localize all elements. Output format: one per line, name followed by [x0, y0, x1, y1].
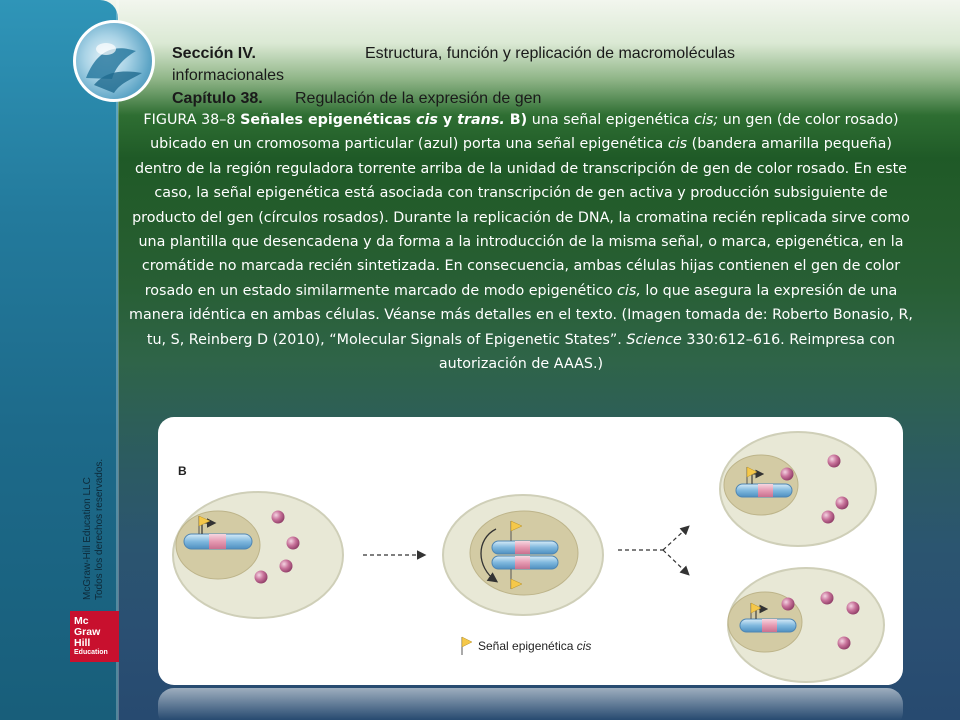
caption-text-5: 330:612–616. Reimpresa con autorización de AAAS.): [438, 331, 896, 373]
section-title: Estructura, función y replicación de macromoléculas: [365, 45, 735, 62]
section-title-continued: informacionales: [172, 67, 285, 84]
caption-bold-y: y: [437, 112, 458, 128]
figure-caption: [126, 108, 916, 376]
caption-bold-cis: cis: [415, 112, 438, 128]
chapter-title: Regulación de la expresión de gen: [295, 90, 542, 107]
legend: [462, 637, 591, 655]
section-image-icon: [73, 20, 155, 102]
caption-text-2: un gen (de color rosado) ubicado en un cromosoma particular (azul) porta una señal epigenética: [150, 112, 899, 153]
replicating-cell: [443, 495, 603, 615]
logo-line-1: Mc: [74, 615, 89, 627]
daughter-cell-bottom: [728, 568, 884, 682]
caption-fig-number: FIGURA 38–8: [143, 112, 241, 128]
section-label: Sección IV.: [172, 45, 256, 62]
legend-label: Señal epigenética cis: [478, 639, 592, 653]
figure-reflection: [158, 688, 903, 728]
copyright-line-2: Todos los derechos reservados.: [94, 458, 105, 600]
caption-text-1: una señal epigenética: [527, 112, 695, 128]
arrow-to-daughter-top: [663, 527, 688, 550]
caption-cis-3: cis,: [617, 282, 641, 299]
mother-cell: [173, 492, 343, 618]
mcgraw-hill-logo: [70, 611, 119, 662]
logo-line-4: Education: [74, 649, 108, 656]
arrow-to-daughter-bottom: [663, 550, 688, 574]
flag-icon: [462, 637, 472, 647]
caption-text-4: lo que asegura la expresión de una manera idéntica en ambas células. Véanse más detalles en el texto. (Imagen tomada de: Roberto Bonasio, R, tu, S, Reinberg D (2010), “Molecular Signals of Epigenetic States”.: [129, 282, 913, 348]
caption-cis-2: cis: [667, 136, 688, 153]
caption-journal: Science: [626, 331, 682, 348]
logo-line-2: Graw: [74, 626, 101, 638]
daughter-cell-top: [720, 432, 876, 546]
figure-panel: [158, 417, 903, 685]
copyright-notice: [82, 440, 124, 600]
caption-bold-b: B): [504, 112, 528, 128]
chapter-label: Capítulo 38.: [172, 90, 263, 107]
panel-label: B: [178, 464, 187, 478]
caption-cis-1: cis;: [694, 112, 719, 128]
caption-bold-trans: trans.: [457, 112, 505, 128]
caption-bold-title: Señales epigenéticas: [240, 112, 416, 128]
logo-line-3: Hill: [74, 637, 91, 649]
figure-illustration: [158, 417, 903, 685]
caption-text-3: (bandera amarilla pequeña) dentro de la región reguladora torrente arriba de la unidad de transcripción de gen de color rosado. En este caso, la señal epigenética está asociada con transcripción de gen activa y producción subsiguiente de producto del gen (círculos rosados). Durante la replicación de DNA, la cromatina recién replicada sirve como una plantilla que desencadena y da forma a la introducción de la misma señal, o marca, epigenética, en la cromátide no marcada recién sintetizada. En consecuencia, ambas células hijas contienen el gen de color rosado en un estado similarmente marcado de modo epigenético: [132, 136, 910, 299]
copyright-line-1: McGraw-Hill Education LLC: [82, 477, 93, 600]
